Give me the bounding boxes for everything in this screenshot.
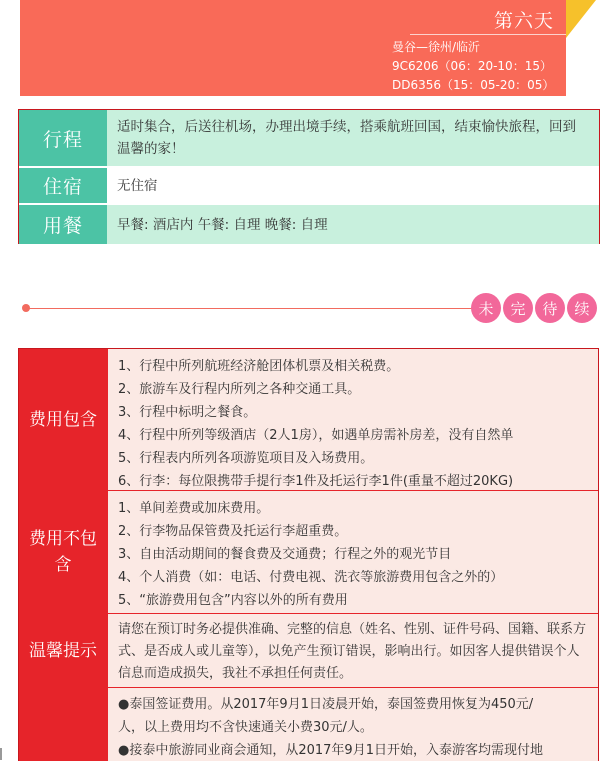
list-item: 1、单间差费或加床费用。 xyxy=(118,501,270,516)
corner-ribbon xyxy=(566,0,596,38)
divider-line xyxy=(26,308,492,309)
fees-row-excluded xyxy=(19,491,598,614)
lodging-label: 住宿 xyxy=(19,168,107,203)
included-list xyxy=(107,349,598,490)
included-label: 费用包含 xyxy=(19,349,107,490)
meals-label: 用餐 xyxy=(19,205,107,244)
list-item: 2、旅游车及行程内所列之各种交通工具。 xyxy=(118,382,361,397)
section-divider xyxy=(22,293,492,323)
list-item: 6、行李：每位限携带手提行李1件及托运行李1件(重量不超过20KG) xyxy=(118,474,514,489)
to-be-continued-badges xyxy=(471,293,597,323)
schedule-text: 适时集合，后送往机场，办理出境手续，搭乘航班回国，结束愉快旅程，回到温馨的家！ xyxy=(107,110,599,166)
fees-row-tips xyxy=(19,614,598,688)
flight-outbound: 9C6206（06：20-10：15） xyxy=(392,59,552,73)
list-item: ●泰国签证费用。从2017年9月1日凌晨开始，泰国签费用恢复为450元/ xyxy=(118,697,534,712)
list-item: 3、自由活动期间的餐食费及交通费；行程之外的观光节目 xyxy=(118,547,452,562)
continue-char: 待 xyxy=(535,293,565,323)
tips-text: 请您在预订时务必提供准确、完整的信息（姓名、性别、证件号码、国籍、联系方式、是否成人或儿童等），以免产生预订错误，影响出行。如因客人提供错误个人信息而造成损失，我社不承担任何责任。 xyxy=(118,622,587,681)
itinerary-row-meals xyxy=(19,205,599,244)
list-item: 人，以上费用均不含快速通关小费30元/人。 xyxy=(118,720,373,735)
continue-char: 未 xyxy=(471,293,501,323)
meals-text: 早餐: 酒店内 午餐: 自理 晚餐: 自理 xyxy=(107,205,599,244)
day-title-rule xyxy=(410,34,566,35)
list-item: ●接泰中旅游同业商会通知，从2017年9月1日开始，入泰游客均需现付地 xyxy=(118,743,543,758)
page-edge-mark xyxy=(0,748,6,760)
itinerary-table xyxy=(18,109,600,244)
fees-row-included xyxy=(19,349,598,491)
list-item: 5、“旅游费用包含”内容以外的所有费用 xyxy=(118,593,348,608)
schedule-label: 行程 xyxy=(19,110,107,166)
list-item: 2、行李物品保管费及托运行李超重费。 xyxy=(118,524,348,539)
list-item: 4、个人消费（如：电话、付费电视、洗衣等旅游费用包含之外的） xyxy=(118,570,504,585)
notes-list xyxy=(107,688,598,761)
day-title: 第六天 xyxy=(493,10,554,32)
lodging-text: 无住宿 xyxy=(107,168,599,203)
tips-label: 温馨提示 xyxy=(19,614,107,687)
excluded-list xyxy=(107,491,598,613)
list-item: 1、行程中所列航班经济舱团体机票及相关税费。 xyxy=(118,359,400,374)
route-text: 曼谷—徐州/临沂 xyxy=(392,40,481,54)
fees-row-notes xyxy=(19,688,598,761)
flight-connecting: DD6356（15：05-20：05） xyxy=(392,78,555,92)
itinerary-row-lodging xyxy=(19,168,599,205)
itinerary-row-schedule xyxy=(19,110,599,168)
day-route-info xyxy=(392,38,554,95)
day-header xyxy=(20,0,566,96)
notes-label xyxy=(19,688,107,761)
continue-char: 完 xyxy=(503,293,533,323)
list-item: 3、行程中标明之餐食。 xyxy=(118,405,257,420)
list-item: 5、行程表内所列各项游览项目及入场费用。 xyxy=(118,451,374,466)
continue-char: 续 xyxy=(567,293,597,323)
list-item: 4、行程中所列等级酒店（2人1房），如遇单房需补房差，没有自然单 xyxy=(118,428,514,443)
fees-table xyxy=(18,348,599,761)
excluded-label: 费用不包含 xyxy=(19,491,107,613)
tips-text-block xyxy=(107,614,598,687)
